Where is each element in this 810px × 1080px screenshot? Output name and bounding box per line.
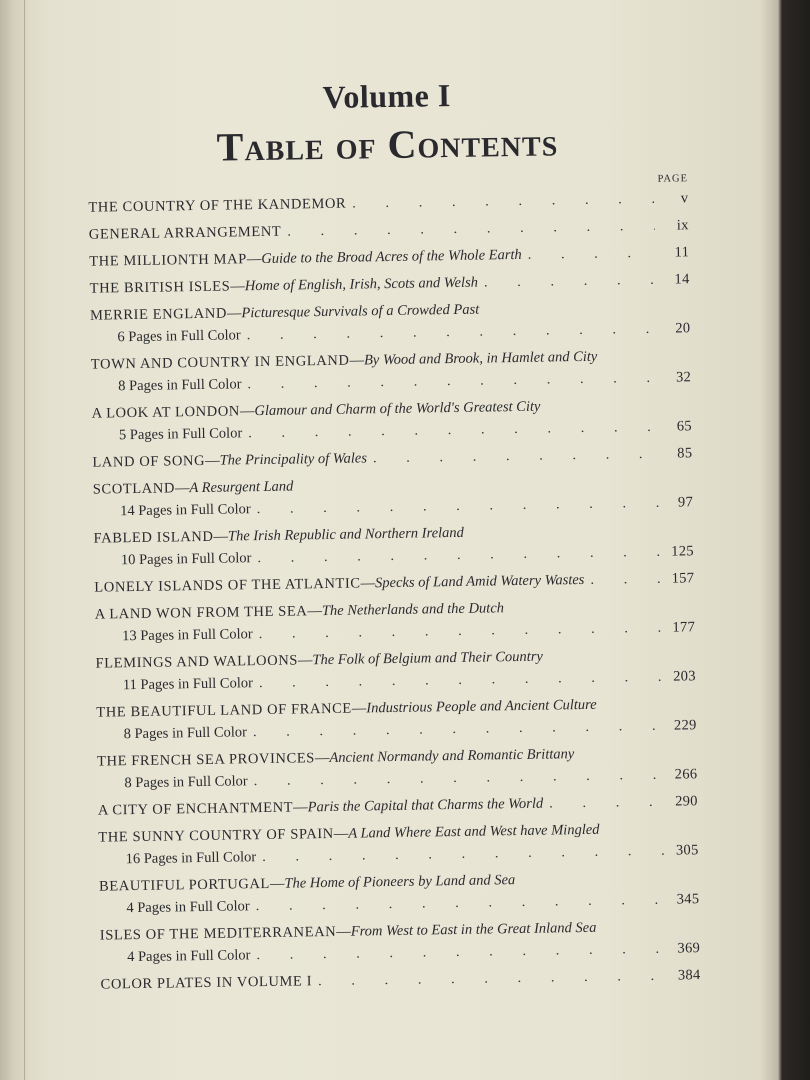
toc-entry-title: SCOTLAND — [92, 480, 176, 498]
toc-entry — [89, 214, 689, 245]
toc-entry-title-line — [94, 567, 694, 598]
toc-entry-page: 32 — [675, 369, 692, 386]
leader-dots — [352, 188, 654, 215]
toc-entry-page: v — [680, 190, 689, 207]
toc-entry-title-line — [89, 241, 689, 272]
toc-entry-subtitle: The Netherlands and the Dutch — [321, 600, 505, 620]
toc-entry-subtitle: A Resurgent Land — [189, 478, 294, 497]
toc-entry — [94, 567, 694, 598]
toc-entry-color-pages: 14 Pages in Full Color — [120, 501, 251, 520]
toc-entry-page: 65 — [676, 418, 693, 435]
em-dash: — — [360, 575, 376, 592]
em-dash: — — [269, 875, 285, 892]
toc-entry-color-pages: 11 Pages in Full Color — [122, 675, 254, 694]
toc-entry — [96, 692, 697, 745]
em-dash: — — [314, 749, 330, 767]
toc-entry-title: A LOOK AT LONDON — [91, 403, 241, 422]
toc-entry-title: COLOR PLATES IN VOLUME I — [100, 973, 313, 993]
toc-entry-page: 305 — [675, 842, 699, 859]
toc-entry-title: ISLES OF THE MEDITERRANEAN — [99, 923, 337, 944]
toc-entry-page: 229 — [673, 717, 697, 734]
toc-entry-page: 290 — [675, 793, 698, 810]
toc-entry-page: 177 — [672, 619, 696, 636]
toc-entry-title-line — [98, 790, 698, 821]
book-gutter — [0, 0, 30, 1080]
em-dash: — — [226, 305, 242, 322]
toc-entry-title: LONELY ISLANDS OF THE ATLANTIC — [94, 575, 361, 596]
em-dash: — — [205, 452, 220, 469]
toc-entry — [90, 268, 690, 299]
toc-entry-title: THE MILLIONTH MAP — [89, 251, 247, 270]
em-dash: — — [174, 480, 190, 497]
toc-entry-subtitle: Ancient Normandy and Romantic Brittany — [329, 746, 575, 766]
toc-title: Table of Contents — [216, 119, 559, 170]
toc-entry-color-pages: 16 Pages in Full Color — [125, 849, 257, 868]
toc-entry — [92, 442, 692, 473]
toc-entry — [98, 790, 698, 821]
toc-entry — [90, 295, 691, 348]
toc-entry — [91, 344, 692, 397]
toc-entry-title: THE FRENCH SEA PROVINCES — [96, 750, 316, 770]
toc-entry-page: 203 — [673, 668, 696, 685]
toc-entry-subtitle: The Irish Republic and Northern Ireland — [227, 524, 464, 545]
em-dash: — — [230, 278, 245, 295]
toc-entry-color-pages: 5 Pages in Full Color — [118, 425, 243, 444]
toc-entry-title-line — [90, 268, 690, 299]
toc-entry-page: 369 — [677, 940, 701, 957]
toc-entry-title-line — [89, 214, 689, 245]
toc-entry-subtitle: Specks of Land Amid Watery Wastes — [374, 571, 585, 592]
gutter-line — [24, 0, 25, 1080]
leader-dots — [528, 242, 656, 266]
toc-entry-page: ix — [676, 217, 689, 234]
leader-dots — [318, 965, 667, 992]
em-dash: — — [297, 652, 313, 669]
toc-entry — [99, 866, 700, 919]
toc-entry-page: 20 — [675, 320, 691, 337]
toc-entries — [88, 187, 700, 995]
toc-entry-title: BEAUTIFUL PORTUGAL — [98, 875, 271, 895]
toc-entry — [97, 741, 698, 794]
toc-entry-page: 85 — [677, 445, 693, 462]
em-dash: — — [213, 528, 229, 545]
toc-entry — [89, 241, 689, 272]
toc-entry-title-line — [100, 964, 700, 995]
toc-entry — [100, 964, 700, 995]
em-dash: — — [333, 825, 349, 842]
toc-entry-page: 97 — [677, 494, 694, 511]
toc-entry — [93, 518, 694, 571]
toc-entry-subtitle: Paris the Capital that Charms the World — [307, 795, 544, 816]
toc-entry — [98, 817, 699, 870]
toc-entry-subtitle: The Folk of Belgium and Their Country — [312, 648, 543, 669]
toc-entry — [93, 469, 694, 522]
toc-entry-title: TOWN AND COUNTRY IN ENGLAND — [90, 352, 350, 373]
toc-entry-color-pages: 10 Pages in Full Color — [120, 550, 252, 569]
toc-entry-title: GENERAL ARRANGEMENT — [88, 223, 282, 243]
leader-dots — [484, 269, 656, 294]
toc-entry-title: THE BRITISH ISLES — [89, 278, 231, 297]
toc-entry-page: 125 — [671, 543, 694, 560]
toc-entry-subtitle: From West to East in the Great Inland Sea — [350, 919, 597, 940]
toc-entry-title: LAND OF SONG — [92, 452, 206, 471]
leader-dots — [287, 215, 655, 243]
toc-entry-subtitle: A Land Where East and West have Mingled — [348, 821, 600, 842]
toc-entry-title: FLEMINGS AND WALLOONS — [95, 652, 299, 672]
toc-entry-color-pages: 8 Pages in Full Color — [118, 376, 242, 395]
toc-entry-subtitle: Picturesque Survivals of a Crowded Past — [241, 301, 480, 322]
volume-title: Volume I — [322, 76, 452, 116]
toc-entry-subtitle: By Wood and Brook, in Hamlet and City — [363, 348, 598, 369]
leader-dots — [590, 568, 660, 591]
toc-entry-title: THE SUNNY COUNTRY OF SPAIN — [98, 825, 334, 846]
toc-entry-color-pages: 8 Pages in Full Color — [123, 724, 248, 743]
toc-entry-title: THE COUNTRY OF THE KANDEMOR — [88, 195, 347, 216]
toc-entry-title: FABLED ISLAND — [93, 528, 214, 547]
em-dash: — — [349, 352, 365, 369]
em-dash: — — [336, 923, 351, 940]
toc-entry-page: 157 — [671, 570, 695, 587]
page-column-label: PAGE — [657, 173, 689, 185]
table-of-contents — [86, 71, 700, 1000]
toc-entry-subtitle: Home of English, Irish, Scots and Welsh — [244, 274, 479, 295]
em-dash: — — [307, 603, 323, 620]
toc-entry-page: 384 — [677, 967, 701, 984]
em-dash: — — [239, 403, 255, 420]
toc-entry-subtitle: Glamour and Charm of the World's Greatest City — [254, 398, 541, 420]
toc-entry — [91, 393, 692, 446]
toc-entry-color-pages: 13 Pages in Full Color — [122, 626, 253, 645]
em-dash: — — [351, 700, 367, 717]
toc-entry-subtitle: Industrious People and Ancient Culture — [366, 696, 597, 717]
toc-entry-color-pages: 4 Pages in Full Color — [127, 947, 251, 966]
toc-entry-title: A LAND WON FROM THE SEA — [94, 603, 308, 623]
toc-entry — [95, 643, 696, 696]
toc-entry-color-pages: 8 Pages in Full Color — [124, 773, 248, 792]
toc-entry-title: MERRIE ENGLAND — [89, 305, 228, 324]
toc-entry-page: 14 — [674, 271, 690, 288]
leader-dots — [549, 791, 664, 815]
leader-dots — [373, 443, 659, 469]
toc-entry-page: 266 — [674, 766, 698, 783]
em-dash: — — [246, 250, 262, 268]
toc-entry-page: 11 — [674, 244, 690, 261]
toc-entry-color-pages: 6 Pages in Full Color — [117, 327, 241, 346]
toc-entry — [95, 594, 696, 647]
toc-entry-title: A CITY OF ENCHANTMENT — [97, 799, 294, 819]
toc-entry-color-pages: 4 Pages in Full Color — [126, 898, 250, 917]
toc-entry-subtitle: Guide to the Broad Acres of the Whole Earth — [261, 246, 522, 267]
toc-entry-title: THE BEAUTIFUL LAND OF FRANCE — [96, 700, 352, 721]
toc-entry-subtitle: The Home of Pioneers by Land and Sea — [284, 872, 516, 892]
toc-entry-page: 345 — [676, 891, 700, 908]
em-dash: — — [293, 799, 308, 816]
toc-entry — [100, 915, 701, 968]
toc-entry-subtitle: The Principality of Wales — [219, 450, 368, 469]
toc-entry-title-line — [92, 442, 692, 473]
